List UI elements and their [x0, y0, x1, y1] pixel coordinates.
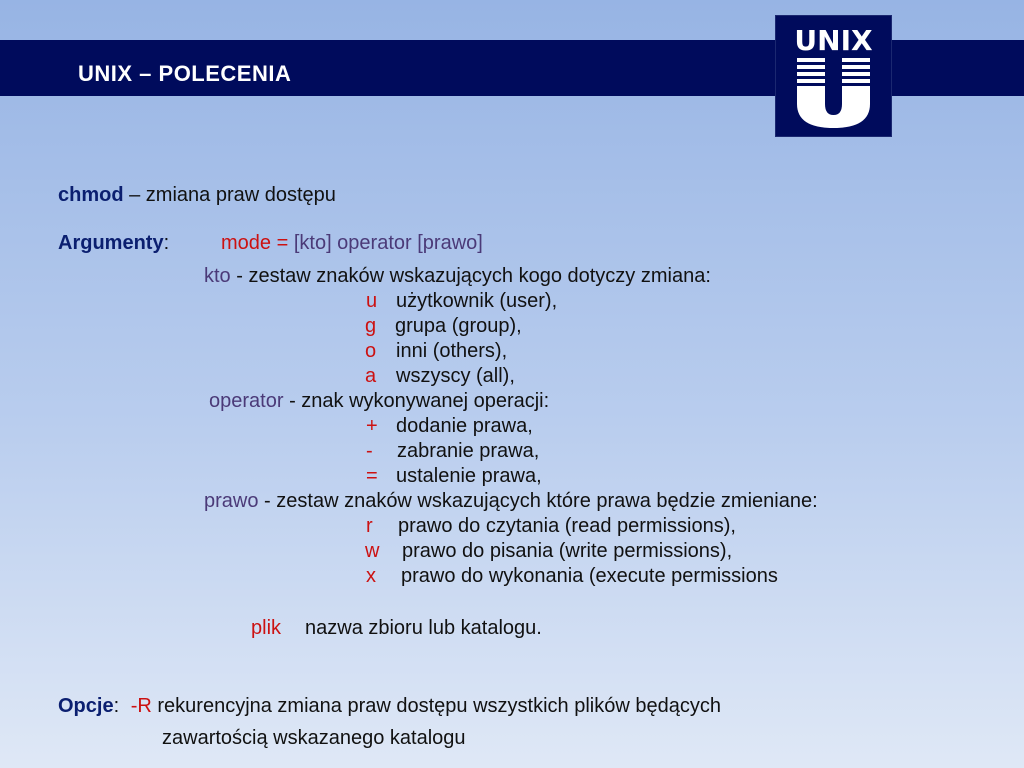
item-symbol: r: [366, 515, 373, 537]
command-name: chmod: [58, 184, 124, 206]
prawo-line: [204, 489, 818, 513]
options-colon: :: [113, 695, 120, 717]
unix-logo: [775, 15, 892, 137]
item-text: prawo do czytania (read permissions),: [398, 515, 736, 537]
arguments-label: Argumenty: [58, 232, 164, 254]
options-flag: -R: [130, 695, 152, 717]
list-item: [366, 464, 542, 488]
item-symbol: x: [366, 565, 376, 587]
item-text: prawo do pisania (write permissions),: [402, 540, 733, 562]
list-item: [366, 289, 557, 313]
item-text: prawo do wykonania (execute permissions: [401, 565, 778, 587]
prawo-term: prawo: [204, 490, 259, 512]
list-item: [366, 414, 533, 438]
item-symbol: -: [366, 440, 373, 462]
list-item: [366, 439, 539, 463]
arguments-colon: :: [163, 232, 170, 254]
page-title: UNIX – POLECENIA: [78, 61, 292, 86]
logo-u-shape: [797, 58, 870, 128]
kto-line: [204, 264, 711, 288]
item-text: dodanie prawa,: [396, 415, 533, 437]
arguments-syntax: [221, 231, 483, 255]
operator-description: - znak wykonywanej operacji:: [289, 390, 550, 412]
item-symbol: u: [366, 290, 378, 312]
plik-description: nazwa zbioru lub katalogu.: [305, 617, 542, 639]
options-line1: rekurencyjna zmiana praw dostępu wszystkich plików będących: [157, 695, 721, 717]
list-item: [365, 339, 507, 363]
operator-line: [209, 389, 549, 413]
prawo-description: - zestaw znaków wskazujących które prawa będzie zmieniane:: [264, 490, 818, 512]
item-text: zabranie prawa,: [397, 440, 540, 462]
command-line: [58, 183, 336, 207]
item-symbol: a: [365, 365, 377, 387]
unix-logo-icon: [776, 16, 891, 136]
item-symbol: g: [365, 315, 377, 337]
item-symbol: w: [365, 540, 380, 562]
list-item: [365, 314, 522, 338]
plik-line: [251, 616, 542, 640]
item-symbol: =: [366, 465, 378, 487]
logo-word: UNIX: [794, 24, 873, 57]
syntax-rest: [kto] operator [prawo]: [293, 232, 483, 254]
item-symbol: +: [366, 415, 378, 437]
item-text: grupa (group),: [395, 315, 522, 337]
item-text: ustalenie prawa,: [396, 465, 542, 487]
item-text: wszyscy (all),: [396, 365, 515, 387]
item-symbol: o: [365, 340, 377, 362]
list-item: [365, 364, 515, 388]
kto-term: kto: [204, 265, 231, 287]
arguments-label-group: [58, 231, 169, 255]
operator-term: operator: [209, 390, 284, 412]
list-item: [366, 564, 778, 588]
options-line: [58, 694, 721, 718]
item-text: inni (others),: [396, 340, 508, 362]
list-item: [366, 514, 736, 538]
item-text: użytkownik (user),: [396, 290, 558, 312]
command-description: – zmiana praw dostępu: [129, 184, 336, 206]
options-line2: zawartością wskazanego katalogu: [162, 727, 466, 749]
kto-description: - zestaw znaków wskazujących kogo dotyczy zmiana:: [236, 265, 711, 287]
syntax-mode: mode =: [221, 232, 289, 254]
list-item: [365, 539, 732, 563]
plik-term: plik: [251, 617, 282, 639]
options-label: Opcje: [58, 695, 114, 717]
